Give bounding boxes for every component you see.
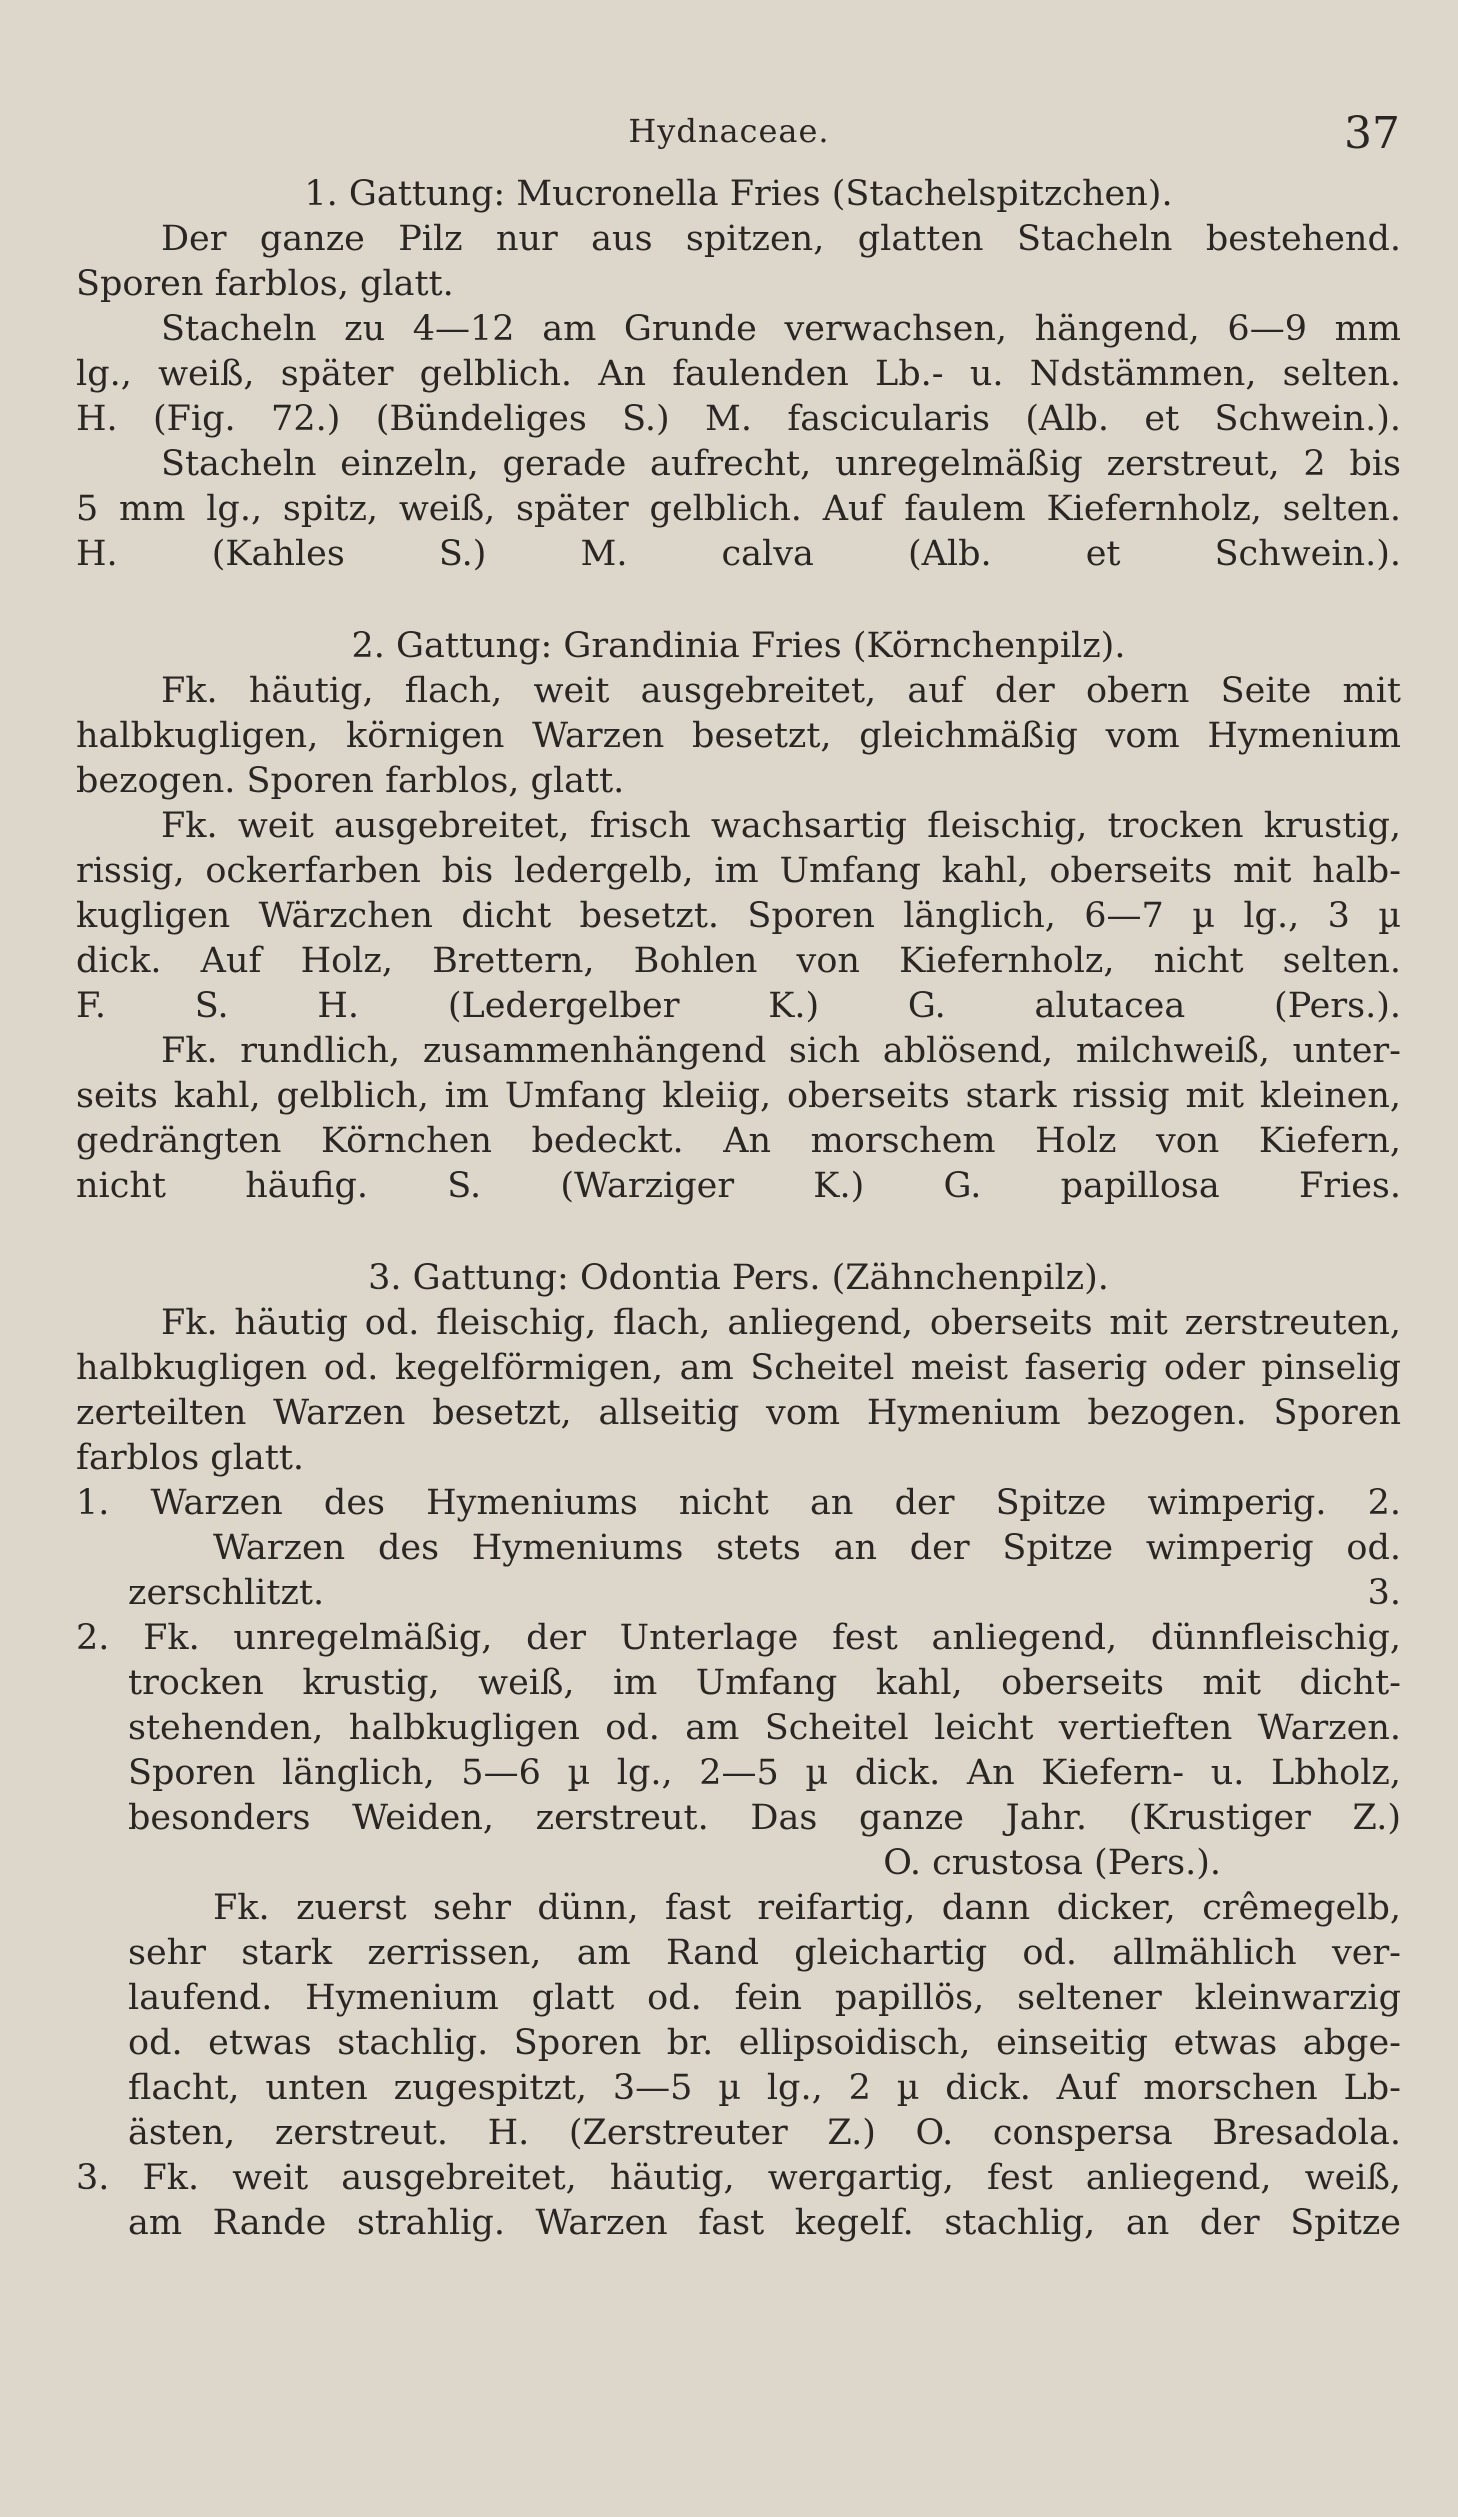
genus-heading: 2. Gattung: Grandinia Fries (Körnchenpilz). [351,626,1126,666]
text-line: 5 mm lg., spitz, weiß, später gelblich. Auf faulem Kiefernholz, selten. [76,489,1401,529]
key-line: od. etwas stachlig. Sporen br. ellipsoidisch, einseitig etwas abge- [128,2023,1401,2063]
text-line: zerteilten Warzen besetzt, allseitig vom Hymenium bezogen. Sporen [76,1393,1401,1433]
key-line: zerschlitzt. 3. [128,1573,1401,1613]
genus-heading: 1. Gattung: Mucronella Fries (Stachelspitzchen). [304,174,1173,214]
key-line: sehr stark zerrissen, am Rand gleichartig od. allmählich ver- [128,1933,1401,1973]
species-line: nicht häufig. S. (Warziger K.) G. papillosa Fries. [76,1166,1401,1206]
text-line: Der ganze Pilz nur aus spitzen, glatten Stacheln bestehend. [161,219,1401,259]
genus-heading: 3. Gattung: Odontia Pers. (Zähnchenpilz). [368,1258,1109,1298]
key-line: flacht, unten zugespitzt, 3—5 µ lg., 2 µ dick. Auf morschen Lb- [128,2068,1401,2108]
key-line: Sporen länglich, 5—6 µ lg., 2—5 µ dick. An Kiefern- u. Lbholz, [128,1753,1401,1793]
text-line: halbkugligen od. kegelförmigen, am Scheitel meist faserig oder pinselig [76,1348,1401,1388]
text-line: bezogen. Sporen farblos, glatt. [76,761,625,801]
text-line: Fk. rundlich, zusammenhängend sich ablösend, milchweiß, unter- [161,1031,1401,1071]
key-line: 2. Fk. unregelmäßig, der Unterlage fest anliegend, dünnfleischig, [76,1618,1401,1658]
text-line: gedrängten Körnchen bedeckt. An morschem Holz von Kiefern, [76,1121,1401,1161]
species-line: H. (Fig. 72.) (Bündeliges S.) M. fascicularis (Alb. et Schwein.). [76,399,1401,439]
running-title: Hydnaceae. [628,112,830,150]
text-line: lg., weiß, später gelblich. An faulenden Lb.- u. Ndstämmen, selten. [76,354,1401,394]
key-line: besonders Weiden, zerstreut. Das ganze Jahr. (Krustiger Z.) [128,1798,1401,1838]
key-line: Fk. zuerst sehr dünn, fast reifartig, dann dicker, crêmegelb, [213,1888,1401,1928]
text-line: seits kahl, gelblich, im Umfang kleiig, oberseits stark rissig mit kleinen, [76,1076,1401,1116]
species-line: H. (Kahles S.) M. calva (Alb. et Schwein.). [76,534,1401,574]
text-line: dick. Auf Holz, Brettern, Bohlen von Kiefernholz, nicht selten. [76,941,1401,981]
species-line: ästen, zerstreut. H. (Zerstreuter Z.) O. conspersa Bresadola. [128,2113,1401,2153]
key-line: 1. Warzen des Hymeniums nicht an der Spitze wimperig. 2. [76,1483,1401,1523]
text-line: Sporen farblos, glatt. [76,264,454,304]
key-line: trocken krustig, weiß, im Umfang kahl, oberseits mit dicht- [128,1663,1401,1703]
page-number: 37 [1344,108,1400,159]
key-line: am Rande strahlig. Warzen fast kegelf. stachlig, an der Spitze [128,2203,1401,2243]
page-body [76,172,1401,2246]
text-line: rissig, ockerfarben bis ledergelb, im Umfang kahl, oberseits mit halb- [76,851,1401,891]
text-line: halbkugligen, körnigen Warzen besetzt, gleichmäßig vom Hymenium [76,716,1401,756]
text-line: Fk. häutig, flach, weit ausgebreitet, auf der obern Seite mit [161,671,1401,711]
key-line: 3. Fk. weit ausgebreitet, häutig, wergartig, fest anliegend, weiß, [76,2158,1401,2198]
text-line: Fk. häutig od. fleischig, flach, anliegend, oberseits mit zerstreuten, [161,1303,1401,1343]
text-line: Stacheln zu 4—12 am Grunde verwachsen, hängend, 6—9 mm [161,309,1401,349]
text-line: Fk. weit ausgebreitet, frisch wachsartig fleischig, trocken krustig, [161,806,1401,846]
section-gap [76,577,1401,624]
key-line: laufend. Hymenium glatt od. fein papillös, seltener kleinwarzig [128,1978,1401,2018]
species-line: O. crustosa (Pers.). [883,1843,1221,1883]
text-line: farblos glatt. [76,1438,305,1478]
text-line: kugligen Wärzchen dicht besetzt. Sporen länglich, 6—7 µ lg., 3 µ [76,896,1401,936]
key-line: Warzen des Hymeniums stets an der Spitze wimperig od. [213,1528,1401,1568]
section-gap [76,1209,1401,1256]
key-line: stehenden, halbkugligen od. am Scheitel leicht vertieften Warzen. [128,1708,1401,1748]
running-header [0,108,1458,158]
text-line: Stacheln einzeln, gerade aufrecht, unregelmäßig zerstreut, 2 bis [161,444,1401,484]
species-line: F. S. H. (Ledergelber K.) G. alutacea (Pers.). [76,986,1401,1026]
